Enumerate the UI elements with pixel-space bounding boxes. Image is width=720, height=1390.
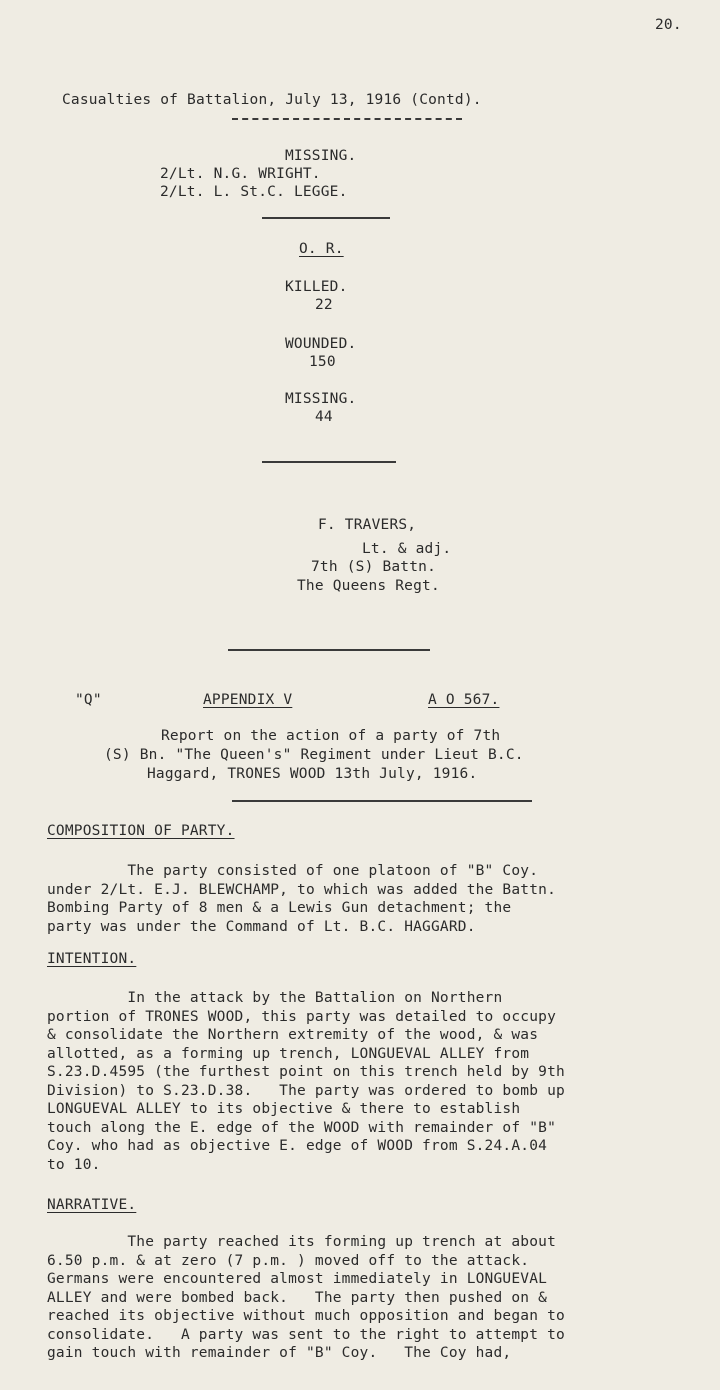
narrative-paragraph <box>47 1233 707 1363</box>
intention-line: S.23.D.4595 (the furthest point on this trench held by 9th <box>47 1064 565 1080</box>
narrative-line: consolidate. A party was sent to the right to attempt to <box>47 1326 565 1343</box>
section-heading-narrative: NARRATIVE. <box>47 1197 137 1213</box>
section-heading-intention: INTENTION. <box>47 951 137 967</box>
divider-casualties <box>262 461 396 463</box>
page-number: 20. <box>655 17 682 33</box>
narrative-line: 6.50 p.m. & at zero (7 p.m. ) moved off to the attack. <box>47 1252 530 1269</box>
missing-officer-2: 2/Lt. L. St.C. LEGGE. <box>160 184 348 200</box>
narrative-line: Germans were encountered almost immediately in LONGUEVAL <box>47 1271 548 1287</box>
intention-line: to 10. <box>47 1156 101 1173</box>
q-mark: "Q" <box>75 692 102 708</box>
divider-officers <box>262 217 390 219</box>
wounded-count: 150 <box>309 354 336 370</box>
intention-line: & consolidate the Northern extremity of the wood, & was <box>47 1027 539 1043</box>
missing-or-label: MISSING. <box>285 391 357 407</box>
intention-line: touch along the E. edge of the WOOD with remainder of "B" <box>47 1119 556 1136</box>
intention-line: LONGUEVAL ALLEY to its objective & there to establish <box>47 1101 521 1117</box>
intention-paragraph <box>47 989 707 1174</box>
or-heading: O. R. <box>299 241 344 257</box>
signature-rank: Lt. & adj. <box>362 541 452 557</box>
killed-label: KILLED. <box>285 279 348 295</box>
signature-unit: 7th (S) Battn. <box>311 559 437 575</box>
missing-heading: MISSING. <box>285 148 357 164</box>
narrative-line: ALLEY and were bombed back. The party then pushed on & <box>47 1289 548 1306</box>
divider-signature <box>228 649 430 651</box>
narrative-line: gain touch with remainder of "B" Coy. The Coy had, <box>47 1345 512 1361</box>
intention-line: Coy. who had as objective E. edge of WOOD from S.24.A.04 <box>47 1138 548 1154</box>
composition-line: Bombing Party of 8 men & a Lewis Gun detachment; the <box>47 900 512 916</box>
section-heading-composition: COMPOSITION OF PARTY. <box>47 823 235 839</box>
narrative-line: reached its objective without much opposition and began to <box>47 1308 565 1324</box>
title-dashed-underline <box>232 118 462 120</box>
report-title-line-2: (S) Bn. "The Queen's" Regiment under Lieut B.C. <box>104 747 524 763</box>
appendix-label: APPENDIX V <box>203 692 293 708</box>
composition-line: The party consisted of one platoon of "B" Coy. <box>47 863 539 879</box>
missing-officer-1: 2/Lt. N.G. WRIGHT. <box>160 166 321 182</box>
report-title-line-1: Report on the action of a party of 7th <box>161 728 501 744</box>
composition-line: party was under the Command of Lt. B.C. HAGGARD. <box>47 918 476 935</box>
composition-paragraph <box>47 862 707 936</box>
intention-line: allotted, as a forming up trench, LONGUEVAL ALLEY from <box>47 1045 530 1062</box>
intention-line: Division) to S.23.D.38. The party was ordered to bomb up <box>47 1082 565 1099</box>
report-title-line-3: Haggard, TRONES WOOD 13th July, 1916. <box>147 766 478 782</box>
intention-line: portion of TRONES WOOD, this party was detailed to occupy <box>47 1008 556 1025</box>
intention-line: In the attack by the Battalion on Northern <box>47 990 503 1006</box>
composition-line: under 2/Lt. E.J. BLEWCHAMP, to which was added the Battn. <box>47 881 556 898</box>
wounded-label: WOUNDED. <box>285 336 357 352</box>
killed-count: 22 <box>315 297 333 313</box>
appendix-reference: A O 567. <box>428 692 500 708</box>
signature-name: F. TRAVERS, <box>318 517 417 533</box>
missing-or-count: 44 <box>315 409 333 425</box>
casualties-title: Casualties of Battalion, July 13, 1916 (Contd). <box>62 92 482 108</box>
narrative-line: The party reached its forming up trench at about <box>47 1234 556 1250</box>
signature-regiment: The Queens Regt. <box>297 578 440 594</box>
divider-report-title <box>232 800 532 802</box>
